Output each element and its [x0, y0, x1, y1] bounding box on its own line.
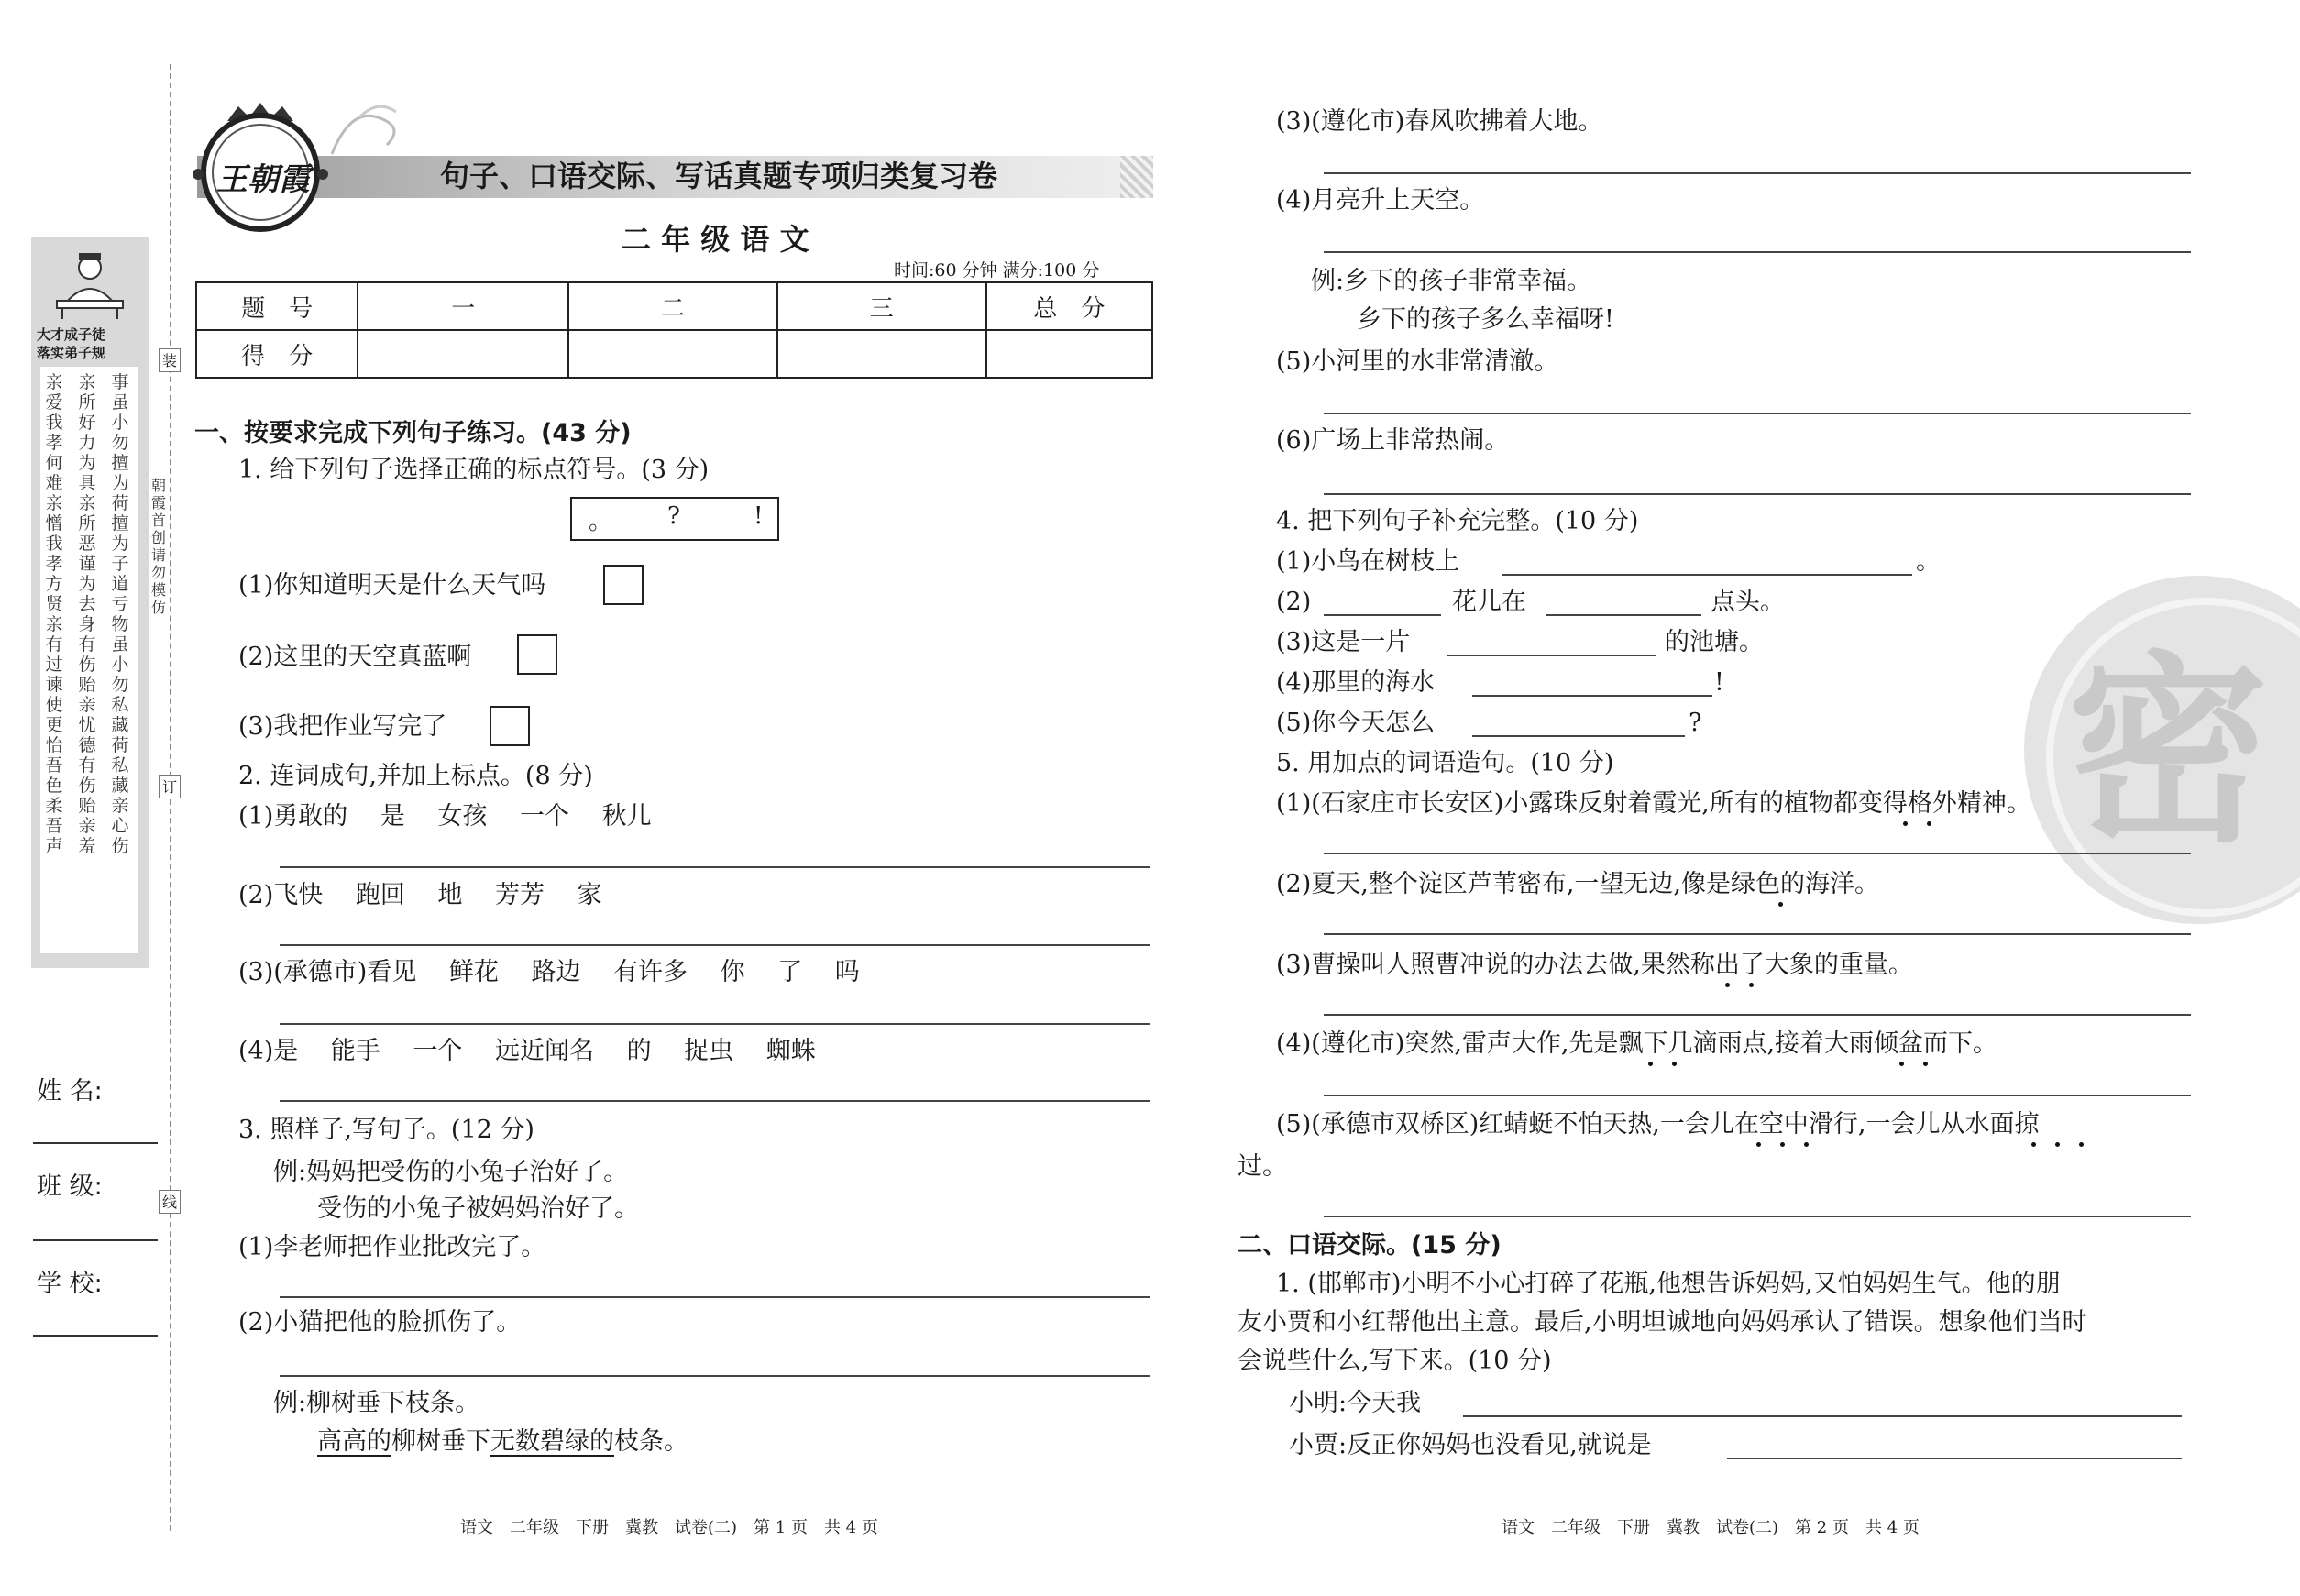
page-1-footer: 语文 二年级 下册 冀教 试卷(二) 第 1 页 共 4 页	[460, 1518, 878, 1537]
s2-prompt-line-2: 友小贾和小红帮他出主意。最后,小明坦诚地向妈妈承认了错误。想象他们当时	[1238, 1308, 2087, 1337]
s2-prompt-line-3: 会说些什么,写下来。(10 分)	[1238, 1347, 1552, 1375]
q4-blank-2a[interactable]	[1324, 614, 1441, 616]
score-cell[interactable]	[568, 330, 777, 378]
q1-item-3: (3)我把作业写完了	[238, 712, 447, 741]
q4-item-3: (3)这是一片	[1276, 628, 1411, 656]
q5-prompt: 5. 用加点的词语造句。(10 分)	[1276, 749, 1614, 777]
emphasis-dot	[1672, 1062, 1677, 1066]
score-row-label: 得 分	[196, 330, 358, 378]
q2-answer-line-4[interactable]	[280, 1100, 1150, 1102]
q4-blank-5[interactable]	[1472, 735, 1685, 737]
score-table-header: 一	[358, 282, 568, 330]
punct-question: ?	[667, 502, 680, 530]
emphasis-dot	[1927, 821, 1931, 826]
s2-prompt-line-1: 1. (邯郸市)小明不小心打碎了花瓶,他想告诉妈妈,又怕妈妈生气。他的朋	[1276, 1270, 2061, 1298]
q5-answer-line-5[interactable]	[1324, 1216, 2191, 1217]
ribbon-decor	[323, 99, 414, 163]
q5-item-2: (2)夏天,整个淀区芦苇密布,一望无边,像是绿色的海洋。	[1276, 870, 1879, 898]
q3-answer-line-6[interactable]	[1324, 493, 2191, 495]
q3-item-6: (6)广场上非常热闹。	[1276, 426, 1510, 455]
ex2-end: 枝条。	[614, 1427, 688, 1456]
emphasis-dot	[1778, 902, 1783, 907]
logo-text: 王朝霞	[216, 161, 310, 198]
q4-item-2-end: 点头。	[1711, 588, 1785, 616]
q5-answer-line-3[interactable]	[1324, 1014, 2191, 1016]
emphasis-dot	[2079, 1142, 2084, 1147]
class-field[interactable]	[33, 1239, 158, 1241]
emphasis-dot	[1725, 983, 1730, 987]
motto-col-2: 亲所好力为具亲所恶谨为去身有伤贻亲忧德有伤贻亲羞	[78, 372, 96, 856]
motto-col-3: 事虽小勿擅为荷擅为子道亏物虽小勿私藏荷私藏亲心伤	[111, 372, 129, 856]
q4-blank-2b[interactable]	[1546, 614, 1701, 616]
binding-mark-3: 线	[159, 1190, 181, 1214]
emphasis-dot	[2055, 1142, 2060, 1147]
q5-answer-line-1[interactable]	[1324, 853, 2191, 854]
q3-example-1b: 受伤的小兔子被妈妈治好了。	[317, 1194, 639, 1223]
name-field[interactable]	[33, 1142, 158, 1144]
q4-blank-3[interactable]	[1447, 655, 1656, 656]
school-label: 学 校:	[37, 1270, 103, 1298]
score-table-score-row	[196, 330, 1152, 378]
q4-item-2-mid: 花儿在	[1452, 588, 1526, 616]
punct-exclaim: !	[754, 502, 764, 530]
q2-prompt: 2. 连词成句,并加上标点。(8 分)	[238, 762, 593, 790]
q1-answer-box-3[interactable]	[490, 706, 530, 746]
emphasis-dot	[1780, 1142, 1785, 1147]
q3-item-1: (1)李老师把作业批改完了。	[238, 1233, 546, 1261]
q4-item-5-end: ?	[1689, 709, 1702, 737]
motto-panel	[40, 367, 138, 953]
q3-prompt: 3. 照样子,写句子。(12 分)	[238, 1116, 534, 1144]
q3-answer-line-3[interactable]	[1324, 172, 2191, 174]
q1-answer-box-1[interactable]	[603, 565, 644, 605]
score-table	[195, 281, 1153, 379]
xiaoming-answer[interactable]	[1463, 1415, 2182, 1417]
q4-item-4-end: !	[1714, 668, 1724, 697]
q5-item-5-tail: 过。	[1238, 1152, 1287, 1181]
punctuation-options	[570, 497, 779, 541]
q4-blank-4[interactable]	[1472, 695, 1712, 697]
q3-answer-line-5[interactable]	[1324, 413, 2191, 414]
emphasis-dot	[1899, 1062, 1904, 1066]
ex2-modifier-2: 无数碧绿的	[490, 1427, 614, 1456]
q2-answer-line-1[interactable]	[280, 866, 1150, 868]
watermark-seal: 密	[2067, 634, 2270, 869]
score-table-header-row	[196, 282, 1152, 330]
banner-title: 句子、口语交际、写话真题专项归类复习卷	[440, 159, 998, 193]
q1-prompt: 1. 给下列句子选择正确的标点符号。(3 分)	[238, 456, 710, 484]
binding-mark-1: 装	[159, 348, 181, 372]
exam-meta: 时间:60 分钟 满分:100 分	[894, 260, 1100, 281]
q3-example-2b	[317, 1426, 688, 1458]
q2-item-2: (2)飞快 跑回 地 芳芳 家	[238, 881, 602, 909]
q3-example-2a: 例:柳树垂下枝条。	[273, 1389, 480, 1417]
q5-item-3: (3)曹操叫人照曹冲说的办法去做,果然称出了大象的重量。	[1276, 951, 1913, 979]
emphasis-dot	[1804, 1142, 1809, 1147]
q4-item-2: (2)	[1276, 588, 1312, 616]
motto-sidebar	[31, 237, 149, 968]
q1-answer-box-2[interactable]	[517, 634, 557, 675]
q5-item-4: (4)(遵化市)突然,雷声大作,先是飘下几滴雨点,接着大雨倾盆而下。	[1276, 1029, 1998, 1058]
emphasis-dot	[1648, 1062, 1653, 1066]
q4-blank-1[interactable]	[1502, 574, 1912, 576]
score-table-header: 总 分	[986, 282, 1152, 330]
score-cell[interactable]	[986, 330, 1152, 378]
emphasis-dot	[1903, 821, 1908, 826]
q4-item-5: (5)你今天怎么	[1276, 709, 1436, 737]
q3-answer-line-1[interactable]	[280, 1296, 1150, 1298]
q3-item-5: (5)小河里的水非常清澈。	[1276, 347, 1559, 376]
motto-col-1: 亲爱我孝何难亲憎我孝方贤亲有过谏使更怡吾色柔吾声	[45, 372, 63, 856]
q4-item-1-end: 。	[1916, 547, 1941, 576]
q4-item-1: (1)小鸟在树枝上	[1276, 547, 1460, 576]
q5-item-5: (5)(承德市双桥区)红蜻蜓不怕天热,一会儿在空中滑行,一会儿从水面掠	[1276, 1110, 2040, 1139]
q3-example-3a: 例:乡下的孩子非常幸福。	[1311, 267, 1592, 295]
q2-item-3: (3)(承德市)看见 鲜花 路边 有许多 你 了 吗	[238, 958, 860, 986]
binding-mark-2: 订	[159, 775, 181, 798]
ex2-modifier-1: 高高的	[317, 1427, 391, 1456]
score-table-header: 题 号	[196, 282, 358, 330]
score-cell[interactable]	[358, 330, 568, 378]
q5-item-1: (1)(石家庄市长安区)小露珠反射着霞光,所有的植物都变得格外精神。	[1276, 789, 2031, 818]
name-label: 姓 名:	[37, 1077, 103, 1106]
q2-item-4: (4)是 能手 一个 远近闻名 的 捉虫 蜘蛛	[238, 1037, 816, 1065]
q4-item-4: (4)那里的海水	[1276, 668, 1436, 697]
q3-item-2: (2)小猫把他的脸抓伤了。	[238, 1308, 522, 1337]
q3-example-3b: 乡下的孩子多么幸福呀!	[1357, 305, 1614, 334]
section-1-heading: 一、按要求完成下列句子练习。(43 分)	[194, 419, 632, 447]
xiaoming-line: 小明:今天我	[1289, 1389, 1422, 1417]
motto-line-2: 落实弟子规	[37, 345, 106, 361]
page-2-footer: 语文 二年级 下册 冀教 试卷(二) 第 2 页 共 4 页	[1502, 1518, 1920, 1537]
scholar-illustration	[48, 248, 132, 321]
score-table-header: 二	[568, 282, 777, 330]
q5-answer-line-2[interactable]	[1324, 933, 2191, 935]
score-table-header: 三	[777, 282, 986, 330]
class-label: 班 级:	[37, 1172, 103, 1201]
copyright-note: 朝霞首创 请勿模仿	[150, 477, 166, 616]
q1-item-2: (2)这里的天空真蓝啊	[238, 643, 472, 671]
q4-item-3-end: 的池塘。	[1665, 628, 1764, 656]
q1-item-1: (1)你知道明天是什么天气吗	[238, 571, 546, 600]
xiaojia-answer[interactable]	[1727, 1458, 2182, 1459]
q5-answer-line-4[interactable]	[1324, 1095, 2191, 1096]
school-field[interactable]	[33, 1335, 158, 1337]
ex2-mid: 柳树垂下	[391, 1427, 490, 1456]
q3-item-3: (3)(遵化市)春风吹拂着大地。	[1276, 107, 1603, 136]
q3-answer-line-2[interactable]	[280, 1375, 1150, 1377]
score-cell[interactable]	[777, 330, 986, 378]
subject-title: 二 年 级 语 文	[622, 222, 809, 257]
motto-line-1: 大才成子徒	[37, 326, 106, 343]
q2-answer-line-3[interactable]	[280, 1023, 1150, 1025]
emphasis-dot	[2031, 1142, 2036, 1147]
emphasis-dot	[1923, 1062, 1928, 1066]
emphasis-dot	[1756, 1142, 1761, 1147]
q4-prompt: 4. 把下列句子补充完整。(10 分)	[1276, 507, 1639, 535]
q3-item-4: (4)月亮升上天空。	[1276, 186, 1485, 215]
emphasis-dot	[1749, 983, 1754, 987]
punct-period: 。	[589, 508, 613, 535]
banner-decor	[1120, 156, 1153, 198]
q3-example-1a: 例:妈妈把受伤的小兔子治好了。	[273, 1158, 629, 1186]
xiaojia-line: 小贾:反正你妈妈也没看见,就说是	[1289, 1431, 1652, 1459]
q3-answer-line-4[interactable]	[1324, 251, 2191, 253]
q2-item-1: (1)勇敢的 是 女孩 一个 秋儿	[238, 802, 652, 831]
section-2-heading: 二、口语交际。(15 分)	[1238, 1231, 1502, 1260]
q2-answer-line-2[interactable]	[280, 944, 1150, 946]
